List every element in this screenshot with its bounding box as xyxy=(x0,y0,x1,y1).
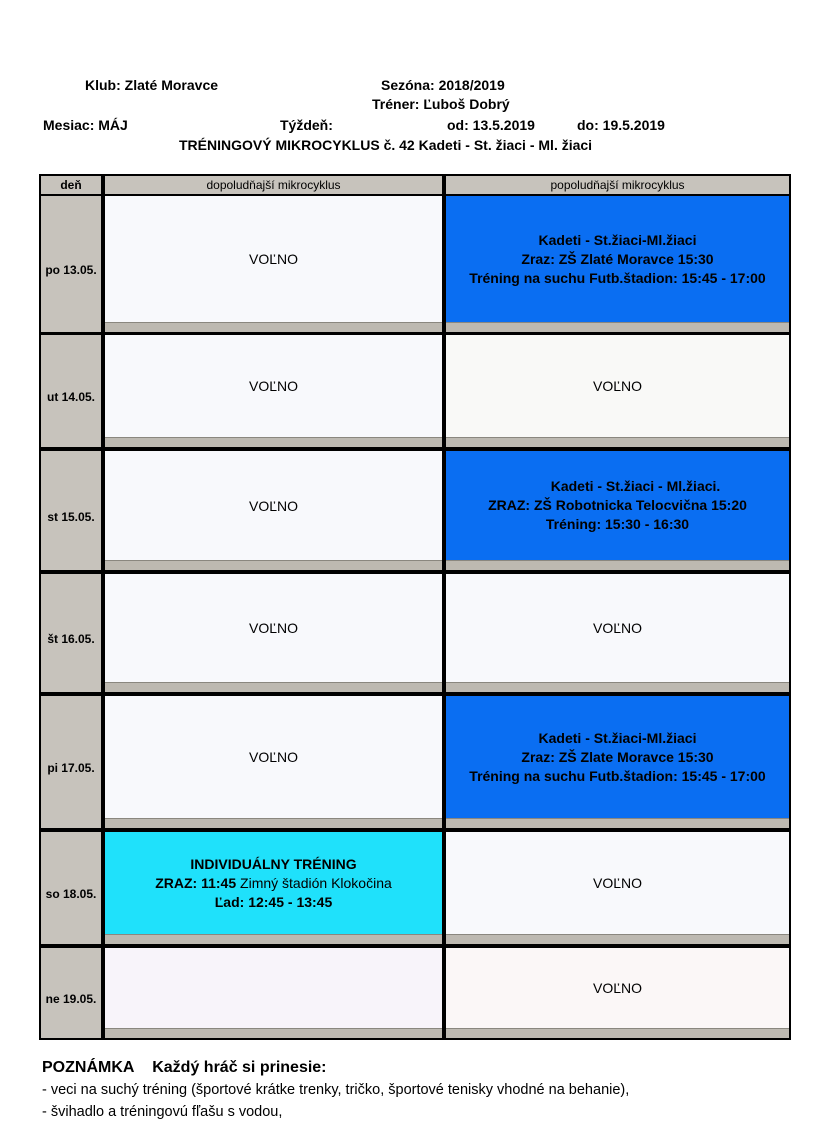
day-cell: ne 19.05. xyxy=(41,948,101,1038)
slot-text: ZRAZ: 11:45 xyxy=(155,874,237,891)
note-item: - veci na suchý tréning (športové krátke trenky, tričko, športové tenisky vhodné na behanie), xyxy=(42,1082,630,1098)
slot-text: Zraz: ZŠ Zlate Moravce 15:30 xyxy=(521,748,714,765)
note-item: - švihadlo a tréningovú fľašu s vodou, xyxy=(42,1104,283,1120)
slot-text: ZRAZ: ZŠ Robotnicka Telocvična 15:20 xyxy=(488,497,747,513)
slot-text: VOĽNO xyxy=(592,378,642,394)
slot-text: VOĽNO xyxy=(248,620,298,636)
afternoon-slot xyxy=(446,832,789,944)
week-label: Týždeň: xyxy=(280,117,333,133)
row-divider xyxy=(446,818,789,828)
afternoon-slot xyxy=(446,196,789,332)
season: Sezóna: 2018/2019 xyxy=(381,77,505,93)
slot-text: Tréning na suchu Futb.štadion: 15:45 - 17:00 xyxy=(469,269,766,286)
morning-slot xyxy=(105,451,442,570)
slot-text: Ľad: 12:45 - 13:45 xyxy=(214,893,333,910)
morning-slot xyxy=(105,196,442,332)
afternoon-slot xyxy=(446,948,789,1038)
header-afternoon: popoludňajší mikrocyklus xyxy=(446,176,789,194)
day-cell: st 15.05. xyxy=(41,451,101,570)
row-divider xyxy=(105,682,442,692)
page-title: TRÉNINGOVÝ MIKROCYKLUS č. 42 Kadeti - St. žiaci - Ml. žiaci xyxy=(179,137,593,153)
slot-text: Zimný štadión Klokočina xyxy=(236,874,392,891)
slot-text: VOĽNO xyxy=(592,875,642,891)
slot-text: VOĽNO xyxy=(592,980,642,996)
row-divider xyxy=(105,437,442,447)
week-to: do: 19.5.2019 xyxy=(577,117,665,133)
slot-text: Kadeti - St.žiaci-Ml.žiaci xyxy=(538,729,697,746)
morning-slot xyxy=(105,574,442,692)
day-cell: ut 14.05. xyxy=(41,335,101,447)
afternoon-slot xyxy=(446,696,789,828)
slot-text: Tréning na suchu Futb.štadion: 15:45 - 17:00 xyxy=(469,767,766,784)
slot-text: VOĽNO xyxy=(248,378,298,394)
row-divider xyxy=(446,682,789,692)
row-divider xyxy=(105,560,442,570)
row-divider xyxy=(446,934,789,944)
slot-text: VOĽNO xyxy=(248,749,298,765)
afternoon-slot xyxy=(446,335,789,447)
day-cell: št 16.05. xyxy=(41,574,101,692)
slot-text: Kadeti - St.žiaci - Ml.žiaci. xyxy=(550,478,721,494)
slot-text: VOĽNO xyxy=(592,620,642,636)
row-divider xyxy=(105,934,442,944)
morning-slot xyxy=(105,832,442,944)
row-divider xyxy=(446,437,789,447)
row-divider xyxy=(446,560,789,570)
slot-text: VOĽNO xyxy=(248,251,298,267)
note-label: POZNÁMKA xyxy=(42,1059,135,1076)
row-divider xyxy=(446,1028,789,1038)
day-cell: so 18.05. xyxy=(41,832,101,944)
header-day: deň xyxy=(41,176,101,194)
afternoon-slot xyxy=(446,451,789,570)
slot-text: VOĽNO xyxy=(248,497,298,514)
afternoon-slot xyxy=(446,574,789,692)
slot-text: Kadeti - St.žiaci-Ml.žiaci xyxy=(538,231,697,248)
row-divider xyxy=(105,322,442,332)
coach: Tréner: Ľuboš Dobrý xyxy=(372,96,510,112)
morning-slot xyxy=(105,948,442,1038)
week-from: od: 13.5.2019 xyxy=(447,117,535,133)
slot-text: Tréning: 15:30 - 16:30 xyxy=(545,516,690,532)
note-heading xyxy=(42,1059,327,1077)
schedule-table xyxy=(39,174,791,1040)
slot-text: INDIVIDUÁLNY TRÉNING xyxy=(190,855,357,872)
row-divider xyxy=(105,1028,442,1038)
row-divider xyxy=(105,818,442,828)
day-cell: pi 17.05. xyxy=(41,696,101,828)
month: Mesiac: MÁJ xyxy=(43,117,128,133)
header-morning: dopoludňajší mikrocyklus xyxy=(105,176,442,194)
day-cell: po 13.05. xyxy=(41,196,101,332)
morning-slot xyxy=(105,335,442,447)
morning-slot xyxy=(105,696,442,828)
club-name: Klub: Zlaté Moravce xyxy=(85,77,219,93)
note-title: Každý hráč si prinesie: xyxy=(152,1059,327,1076)
row-divider xyxy=(446,322,789,332)
slot-text: Zraz: ZŠ Zlaté Moravce 15:30 xyxy=(521,250,714,267)
